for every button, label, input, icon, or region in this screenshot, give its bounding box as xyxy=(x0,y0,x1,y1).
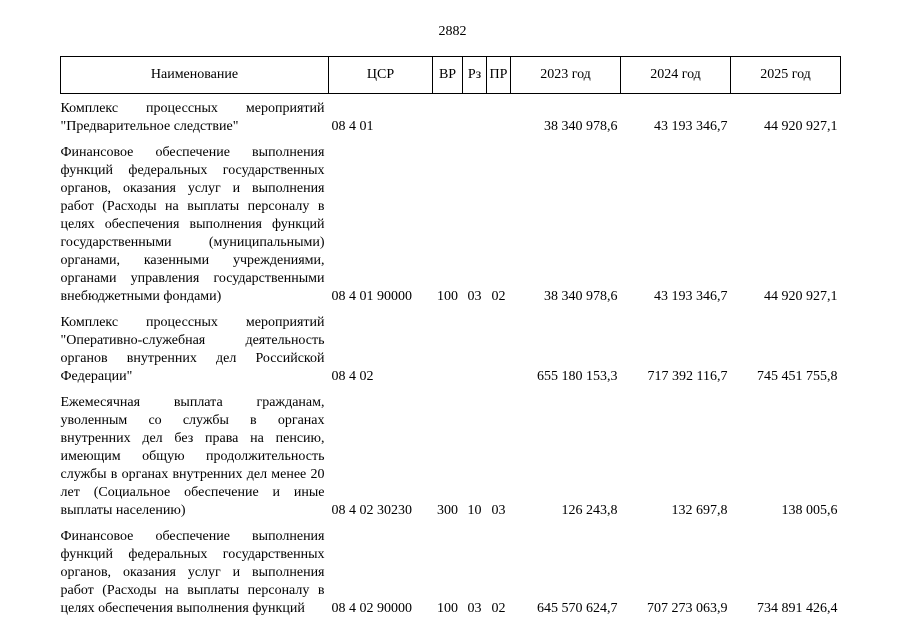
header-2025: 2025 год xyxy=(731,57,841,94)
row-rz xyxy=(463,306,487,386)
header-vr: ВР xyxy=(433,57,463,94)
table-row xyxy=(61,306,841,386)
header-2023: 2023 год xyxy=(511,57,621,94)
table-row xyxy=(61,520,841,618)
row-rz: 10 xyxy=(467,503,482,518)
row-2024: 132 697,8 xyxy=(671,503,728,518)
row-pr xyxy=(487,94,511,137)
row-vr: 100 xyxy=(437,289,458,304)
row-2024: 43 193 346,7 xyxy=(654,289,728,304)
row-vr xyxy=(433,306,463,386)
header-csr: ЦСР xyxy=(329,57,433,94)
row-2023: 126 243,8 xyxy=(561,503,618,518)
row-2025: 44 920 927,1 xyxy=(764,289,838,304)
row-2023: 38 340 978,6 xyxy=(544,119,618,134)
table-header-row xyxy=(61,57,841,94)
row-rz: 03 xyxy=(467,601,482,616)
row-name: Финансовое обеспечение выполнения функций федеральных государственных органов, оказания услуг и выполнения работ (Расходы на выплаты персоналу в целях обеспечения выполнения функций государственными (муниципальными) органами, казенными учреждениями, органами управления государственными внебюджетными фондами) xyxy=(60,145,325,304)
row-csr: 08 4 02 90000 xyxy=(331,601,412,616)
row-pr xyxy=(487,306,511,386)
row-csr: 08 4 01 xyxy=(331,119,374,134)
row-name: Комплекс процессных мероприятий "Оперативно-служебная деятельность органов внутренних дел Российской Федерации" xyxy=(60,315,325,384)
row-2023: 645 570 624,7 xyxy=(537,601,618,616)
row-2025: 734 891 426,4 xyxy=(757,601,838,616)
row-pr: 02 xyxy=(491,601,506,616)
row-csr: 08 4 02 30230 xyxy=(331,503,412,518)
row-csr: 08 4 02 xyxy=(331,369,374,384)
header-name: Наименование xyxy=(61,57,329,94)
row-pr: 02 xyxy=(491,289,506,304)
header-rz: Рз xyxy=(463,57,487,94)
row-name: Ежемесячная выплата гражданам, уволенным со службы в органах внутренних дел без права на пенсию, имеющим общую продолжительность службы в органах внутренних дел менее 20 лет (Социальное обеспечение и иные выплаты населению) xyxy=(60,395,325,518)
row-csr: 08 4 01 90000 xyxy=(331,289,412,304)
row-rz xyxy=(463,94,487,137)
row-2024: 707 273 063,9 xyxy=(647,601,728,616)
row-rz: 03 xyxy=(467,289,482,304)
row-pr: 03 xyxy=(491,503,506,518)
table-row xyxy=(61,136,841,306)
row-2024: 717 392 116,7 xyxy=(647,369,728,384)
row-vr: 100 xyxy=(437,601,458,616)
header-2024: 2024 год xyxy=(621,57,731,94)
row-2025: 138 005,6 xyxy=(781,503,838,518)
row-2025: 44 920 927,1 xyxy=(764,119,838,134)
row-2023: 655 180 153,3 xyxy=(537,369,618,384)
budget-table xyxy=(60,56,841,618)
header-pr: ПР xyxy=(487,57,511,94)
row-name: Финансовое обеспечение выполнения функций федеральных государственных органов, оказания услуг и выполнения работ (Расходы на выплаты персоналу в целях обеспечения выполнения функций xyxy=(60,529,325,616)
row-vr xyxy=(433,94,463,137)
row-vr: 300 xyxy=(437,503,458,518)
page-number: 2882 xyxy=(438,24,467,39)
table-row xyxy=(61,386,841,520)
table-row xyxy=(61,94,841,137)
row-name: Комплекс процессных мероприятий "Предварительное следствие" xyxy=(60,101,325,134)
row-2023: 38 340 978,6 xyxy=(544,289,618,304)
row-2024: 43 193 346,7 xyxy=(654,119,728,134)
row-2025: 745 451 755,8 xyxy=(757,369,838,384)
